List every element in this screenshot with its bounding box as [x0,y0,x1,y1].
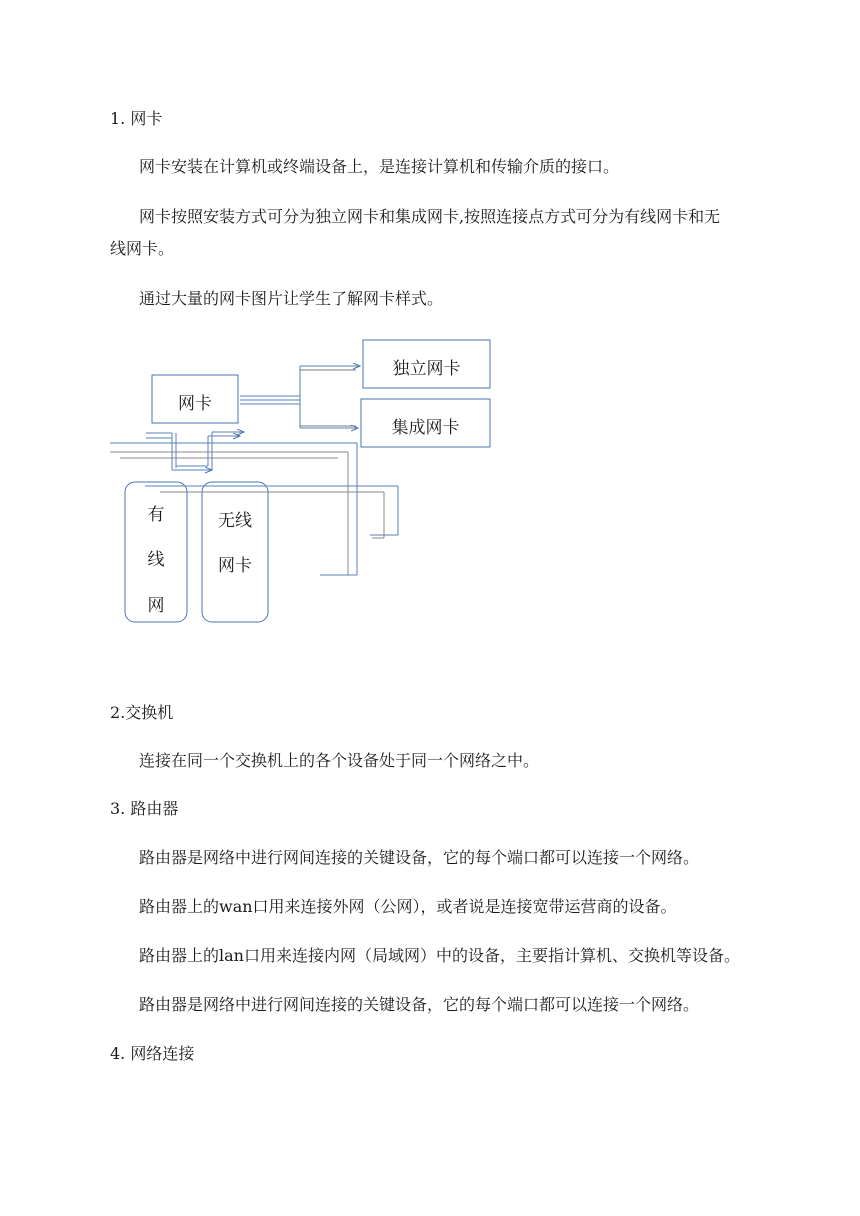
section-1-paragraph-2-line-2: 线网卡。 [110,239,175,258]
independent-nic-label: 独立网卡 [392,359,461,379]
wireless-nic-label-line-2: 网卡 [218,556,252,576]
wireless-nic-label-line-1: 无线 [218,511,252,531]
section-1-paragraph-2-line-1: 网卡按照安装方式可分为独立网卡和集成网卡,按照连接点方式可分为有线网卡和无 [139,207,721,226]
section-3-paragraph-3: 路由器上的lan口用来连接内网（局域网）中的设备，主要指计算机、交换机等设备。 [139,946,740,965]
integrated-nic-label: 集成网卡 [391,418,460,438]
wired-nic-label-char-2: 线 [147,550,165,570]
nic-classification-diagram [0,330,860,640]
section-2-paragraph-1: 连接在同一个交换机上的各个设备处于同一个网络之中。 [139,751,540,770]
wired-nic-label-char-1: 有 [147,505,165,525]
section-2-heading: 2.交换机 [110,703,174,722]
section-1-paragraph-3: 通过大量的网卡图片让学生了解网卡样式。 [139,289,444,308]
wired-nic-label-char-3: 网 [147,596,165,616]
section-1-heading: 1. 网卡 [110,109,163,128]
nic-root-label: 网卡 [178,394,212,414]
section-3-paragraph-4: 路由器是网络中进行网间连接的关键设备，它的每个端口都可以连接一个网络。 [139,995,700,1014]
section-3-paragraph-2: 路由器上的wan口用来连接外网（公网），或者说是连接宽带运营商的设备。 [139,897,677,916]
section-1-paragraph-1: 网卡安装在计算机或终端设备上，是连接计算机和传输介质的接口。 [139,157,620,176]
section-3-heading: 3. 路由器 [110,799,179,818]
box-wireless-nic [202,482,268,622]
section-4-heading: 4. 网络连接 [110,1044,195,1063]
section-3-paragraph-1: 路由器是网络中进行网间连接的关键设备，它的每个端口都可以连接一个网络。 [139,848,700,867]
